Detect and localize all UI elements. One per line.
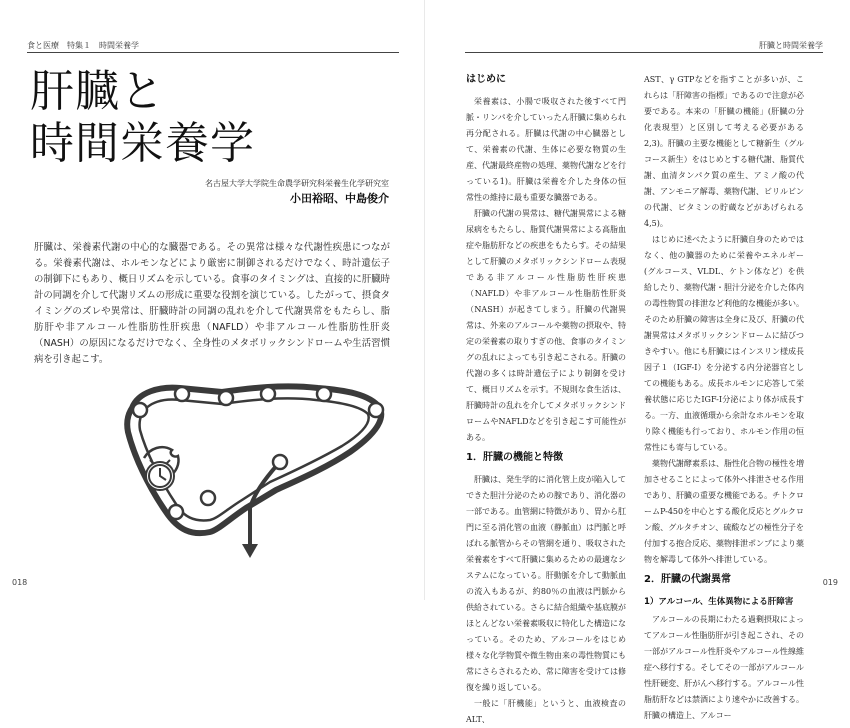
left-page bbox=[0, 0, 425, 600]
author-affiliation: 名古屋大学大学院生命農学研究科栄養生化学研究室 bbox=[205, 179, 389, 188]
node-circle bbox=[317, 387, 331, 401]
node-circle bbox=[169, 505, 183, 519]
liver-outline bbox=[127, 386, 381, 533]
abstract: 肝臓は、栄養素代謝の中心的な臓器である。その異常は様々な代謝性疾患につながる。栄養素代謝は、ホルモンなどにより厳密に制御されるだけでなく、時計遺伝子の制御下にもあり、概日リズムを示している。食事のタイミングは、直接的に肝臓時計の同調を介して代謝リズムの形成に重要な役割を演じている。したがって、摂食タイミングのズレや異常は、肝臓時計の同調の乱れを介して代謝異常をもたらし、脂肪肝や非アルコール性脂肪性肝疾患（NAFLD）や非アルコール性脂肪性肝炎（NASH）の原因になるだけでなく、全身性のメタボリックシンドロームや生活習慣病を引き起こす。 bbox=[34, 242, 390, 365]
node-circle bbox=[369, 403, 383, 417]
node-circle bbox=[133, 403, 147, 417]
right-page bbox=[425, 0, 850, 724]
header-rule-right bbox=[465, 52, 823, 53]
paragraph: 肝臓の代謝の異常は、糖代謝異常による糖尿病をもたらし、脂質代謝異常による高脂血症や脂肪肝などの疾患をもたらす。その結果として肝臓のメタボリックシンドローム表現である非アルコール性脂肪性肝疾患（NAFLD）や非アルコール性脂肪性肝炎（NASH）が起きてしまう。肝臓の代謝異常は、外来のアルコールや薬物の摂取や、特定の栄養素の取りすぎの他、食事のタイミングの乱れによっても引き起こされる。肝臓の代謝の多くは時計遺伝子により制御を受けて、概日リズムを示す。不規則な食生活は、肝臓時計の乱れを介してメタボリックシンドロームやNAFLDなどを引き起こす可能性がある。 bbox=[466, 209, 626, 442]
node-circle bbox=[175, 387, 189, 401]
node-circle bbox=[219, 391, 233, 405]
paragraph: 肝臓は、発生学的に消化管上皮が陥入してできた胆汁分泌のための腺であり、消化器の一部である。血管網に特徴があり、胃から肛門に至る消化管の血液（静脈血）は門脈と呼ばれる脈管からその管網を通り、吸収された栄養素をすべて肝臓に集めるための最適なシステムになっている。肝動脈を介して動脈血の流入もあるが、約80％の血液は門脈から供給されている。さらに結合組織や基底膜がほとんどない栄養素吸収に特化した構造になっている。そのため、アルコールをはじめ様々な化学物質や微生物由来の毒性物質にも常にさらされるため、常に障害を受けては修復を繰り返している。 bbox=[466, 475, 626, 692]
running-head-right: 肝臓と時間栄養学 bbox=[759, 41, 823, 50]
title-line-2: 時間栄養学 bbox=[30, 118, 255, 169]
paragraph: 薬物代謝酵素系は、脂性化合物の極性を増加させることによって体外へ排泄させる作用であり、肝臓の重要な機能である。チトクロームP-450を中心とする酸化反応とグルクロン酸、グルタチオン、硫酸などの極性分子を付加する抱合反応、薬物排泄ポンプにより薬物を解毒して体外へ排泄している。 bbox=[644, 459, 804, 564]
page-number-left: 018 bbox=[12, 578, 28, 587]
text-column-2 bbox=[644, 72, 804, 720]
header-rule-left bbox=[27, 52, 399, 53]
article-title bbox=[30, 66, 255, 170]
heading-section-1: 1．肝臓の機能と特徴 bbox=[466, 452, 563, 463]
paragraph: アルコールの長期にわたる過剰摂取によってアルコール性脂肪肝が引き起こされ、その一部がアルコール性肝炎やアルコール性線維症へ移行する。そしてその一部がアルコール性肝硬変、肝がんへ移行する。アルコール性脂肪肝などは禁酒により速やかに改善する。肝臓の構造上、アルコー bbox=[644, 615, 804, 720]
text-column-1 bbox=[466, 72, 626, 724]
liver-clock-illustration bbox=[118, 380, 388, 560]
paragraph: 一般に「肝機能」というと、血液検査のALT、 bbox=[466, 699, 626, 724]
paragraph: AST、γ GTPなどを指すことが多いが、これらは「肝障害の指標」であるので注意が必要である。本来の「肝臓の機能」(肝臓の分化表現型）と区別して考える必要がある2,3)。肝臓の主要な機能として糖新生（グルコース新生）をはじめとする糖代謝、脂質代謝、血清タンパク質の産生、アミノ酸の代謝、アンモニア解毒、薬物代謝、ビリルビンの代謝、ビタミンの貯蔵などがあげられる4,5)。 bbox=[644, 75, 804, 228]
paragraph: はじめに述べたように肝臓自身のためではなく、他の臓器のために栄養やエネルギー(グルコース、VLDL、ケトン体など）を供給したり、薬物代謝・胆汁分泌を介した体内の毒性物質の排泄など利他的な機能が多い。そのため肝臓の障害は全身に及び、肝臓の代謝異常はメタボリックシンドロームに結びつきやすい。他にも肝臓にはインスリン様成長因子１（IGF-I）を分泌する内分泌器官としての機能もある。成長ホルモンに応答して栄養状態に応じたIGF-I分泌により体が成長する。一方、血液循環から余計なホルモンを取り除く機能も行っており、ホルモン作用の恒常性にも寄与している。 bbox=[644, 235, 804, 452]
heading-section-2: 2．肝臓の代謝異常 bbox=[644, 574, 731, 585]
author-names: 小田裕昭、中島俊介 bbox=[290, 192, 389, 205]
node-circle bbox=[273, 455, 287, 469]
heading-introduction: はじめに bbox=[466, 74, 506, 85]
subheading-2-1: 1）アルコール、生体異物による肝障害 bbox=[644, 597, 794, 607]
paragraph: 栄養素は、小腸で吸収された後すべて門脈・リンパを介していったん肝臓に集められ再分配される。肝臓は代謝の中心臓器として、栄養素の代謝、生体に必要な物質の生産、代謝最終産物の処理、薬物代謝などを行っている1)。肝臓は栄養を介した身体の恒常性の維持に最も重要な臓器である。 bbox=[466, 97, 626, 202]
node-circle bbox=[201, 491, 215, 505]
running-head-left: 食と医療 特集１ 時間栄養学 bbox=[27, 41, 139, 50]
node-circle bbox=[261, 387, 275, 401]
title-line-1: 肝臓と bbox=[30, 66, 165, 117]
page-number-right: 019 bbox=[822, 578, 838, 587]
arrow-head bbox=[242, 544, 258, 558]
